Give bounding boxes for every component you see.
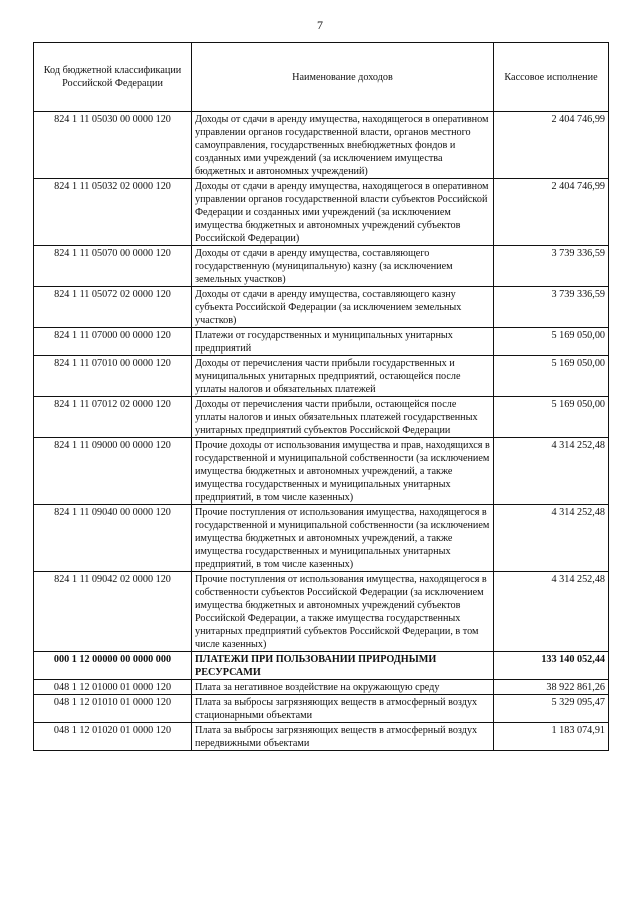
row-amount: 3 739 336,59 <box>494 246 609 287</box>
row-code: 000 1 12 00000 00 0000 000 <box>34 652 192 680</box>
header-code: Код бюджетной классификации Российской Федерации <box>34 43 192 112</box>
row-amount: 5 169 050,00 <box>494 397 609 438</box>
row-name: Доходы от перечисления части прибыли, остающейся после уплаты налогов и иных обязательных платежей государственных унитарных предприятий субъектов Российской Федерации <box>192 397 494 438</box>
table-body <box>34 112 609 751</box>
table-row <box>34 695 609 723</box>
row-name: Плата за негативное воздействие на окружающую среду <box>192 680 494 695</box>
row-amount: 2 404 746,99 <box>494 179 609 246</box>
row-code: 824 1 11 05030 00 0000 120 <box>34 112 192 179</box>
page-number: 7 <box>317 18 323 32</box>
row-name: Доходы от сдачи в аренду имущества, находящегося в оперативном управлении органов государственной власти субъектов Российской Федерации и созданных ими учреждений (за исключением имущества бюджетных и автономных учреждений субъектов Российской Федерации) <box>192 179 494 246</box>
row-amount: 4 314 252,48 <box>494 438 609 505</box>
table-row <box>34 179 609 246</box>
row-name: Доходы от перечисления части прибыли государственных и муниципальных унитарных предприятий, остающейся после уплаты налогов и обязательных платежей <box>192 356 494 397</box>
row-code: 824 1 11 05070 00 0000 120 <box>34 246 192 287</box>
row-name: Доходы от сдачи в аренду имущества, находящегося в оперативном управлении органов государственной власти, органов местного самоуправления, государственных внебюджетных фондов и созданных ими учреждений (за исключением имущества бюджетных и автономных учреждений) <box>192 112 494 179</box>
row-code: 048 1 12 01020 01 0000 120 <box>34 723 192 751</box>
row-amount: 133 140 052,44 <box>494 652 609 680</box>
row-code: 824 1 11 09042 02 0000 120 <box>34 572 192 652</box>
header-amount: Кассовое исполнение <box>494 43 609 112</box>
row-name: Доходы от сдачи в аренду имущества, составляющего государственную (муниципальную) казну (за исключением земельных участков) <box>192 246 494 287</box>
table-row <box>34 112 609 179</box>
table-row <box>34 572 609 652</box>
row-amount: 5 329 095,47 <box>494 695 609 723</box>
row-name: ПЛАТЕЖИ ПРИ ПОЛЬЗОВАНИИ ПРИРОДНЫМИ РЕСУРСАМИ <box>192 652 494 680</box>
row-amount: 4 314 252,48 <box>494 572 609 652</box>
row-amount: 38 922 861,26 <box>494 680 609 695</box>
row-name: Прочие поступления от использования имущества, находящегося в государственной и муниципальной собственности (за исключением имущества бюджетных и автономных учреждений, а также имущества государственных и муниципальных унитарных предприятий, в том числе казенных) <box>192 505 494 572</box>
table-row <box>34 680 609 695</box>
row-code: 048 1 12 01000 01 0000 120 <box>34 680 192 695</box>
row-name: Плата за выбросы загрязняющих веществ в атмосферный воздух стационарными объектами <box>192 695 494 723</box>
table-row <box>34 723 609 751</box>
header-name: Наименование доходов <box>192 43 494 112</box>
row-amount: 5 169 050,00 <box>494 356 609 397</box>
row-code: 824 1 11 09000 00 0000 120 <box>34 438 192 505</box>
revenue-table <box>33 42 609 751</box>
table-row <box>34 505 609 572</box>
table-row <box>34 356 609 397</box>
table-row <box>34 397 609 438</box>
row-code: 824 1 11 05032 02 0000 120 <box>34 179 192 246</box>
row-amount: 4 314 252,48 <box>494 505 609 572</box>
table-row <box>34 246 609 287</box>
table-row <box>34 652 609 680</box>
row-name: Прочие доходы от использования имущества и прав, находящихся в государственной и муниципальной собственности (за исключением имущества бюджетных и автономных учреждений, а также имущества государственных и муниципальных унитарных предприятий, в том числе казенных) <box>192 438 494 505</box>
row-amount: 2 404 746,99 <box>494 112 609 179</box>
table-row <box>34 438 609 505</box>
row-amount: 1 183 074,91 <box>494 723 609 751</box>
row-code: 824 1 11 07012 02 0000 120 <box>34 397 192 438</box>
table-row <box>34 287 609 328</box>
row-name: Платежи от государственных и муниципальных унитарных предприятий <box>192 328 494 356</box>
row-name: Плата за выбросы загрязняющих веществ в атмосферный воздух передвижными объектами <box>192 723 494 751</box>
table-header-row <box>34 43 609 112</box>
row-amount: 5 169 050,00 <box>494 328 609 356</box>
row-amount: 3 739 336,59 <box>494 287 609 328</box>
row-code: 824 1 11 07010 00 0000 120 <box>34 356 192 397</box>
row-name: Прочие поступления от использования имущества, находящегося в собственности субъектов Российской Федерации (за исключением имущества бюджетных и автономных учреждений субъектов Российской Федерации, а также имущества государственных унитарных предприятий субъектов Российской Федерации, в том числе казенных) <box>192 572 494 652</box>
table-row <box>34 328 609 356</box>
row-code: 824 1 11 05072 02 0000 120 <box>34 287 192 328</box>
row-code: 824 1 11 07000 00 0000 120 <box>34 328 192 356</box>
row-name: Доходы от сдачи в аренду имущества, составляющего казну субъекта Российской Федерации (за исключением земельных участков) <box>192 287 494 328</box>
row-code: 048 1 12 01010 01 0000 120 <box>34 695 192 723</box>
row-code: 824 1 11 09040 00 0000 120 <box>34 505 192 572</box>
